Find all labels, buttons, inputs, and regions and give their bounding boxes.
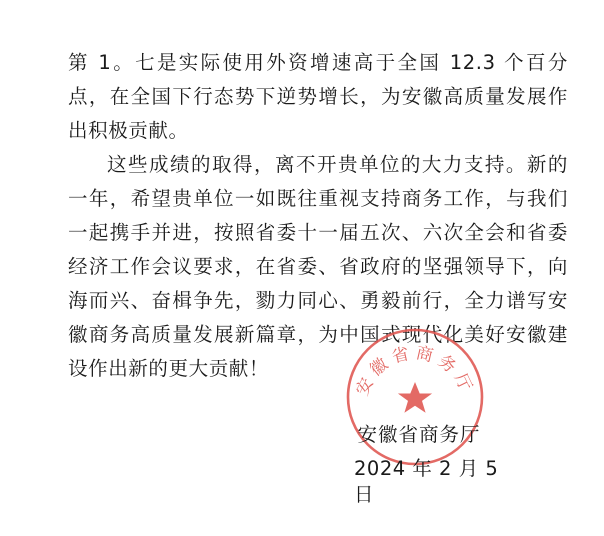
paragraph-gratitude: 这些成绩的取得，离不开贵单位的大力支持。新的一年，希望贵单位一如既往重视支持商务工作，与我们一起携手并进，按照省委十一届五次、六次全会和省委经济工作会议要求，在省委、省政府的坚强领导下，向海而兴、奋楫争先，勠力同心、勇毅前行，全力谱写安徽商务高质量发展新篇章，为中国式现代化美好安徽建设作出新的更大贡献！ — [68, 153, 568, 380]
star-icon — [398, 382, 432, 413]
signer-name: 安徽省商务厅 — [357, 423, 481, 446]
letter-date: 2024 年 2 月 5 日 — [354, 457, 499, 506]
seal-text: 安徽省商务厅 — [352, 343, 478, 399]
paragraph-achievements: 第 1。七是实际使用外资增速高于全国 12.3 个百分点，在全国下行态势下逆势增长，为安徽高质量发展作出积极贡献。 — [68, 51, 568, 142]
